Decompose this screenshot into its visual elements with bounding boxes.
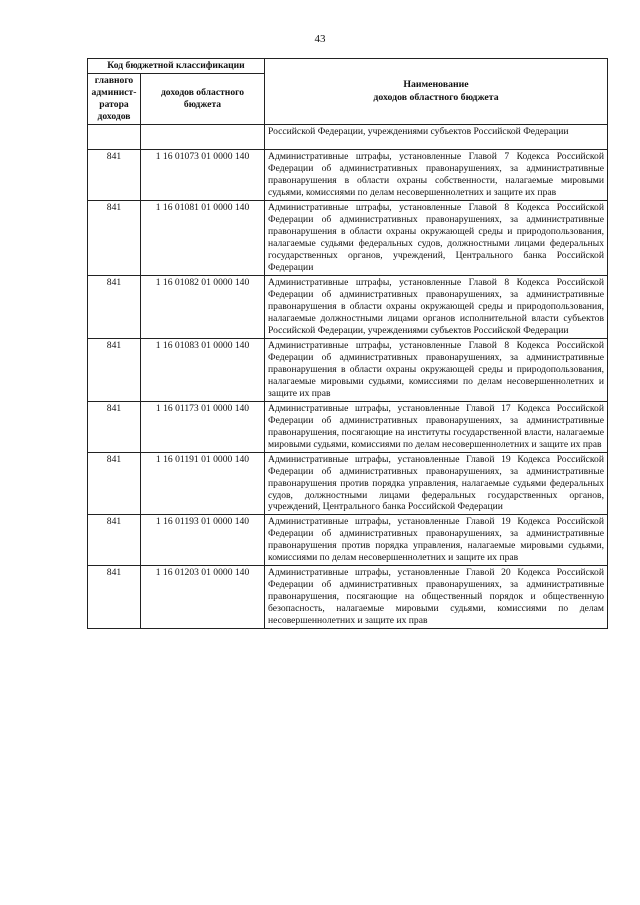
header-main-administrator xyxy=(88,73,141,124)
revenue-name-cell: Административные штрафы, установленные Главой 19 Кодекса Российской Федерации об административных правонарушениях, за административные правонарушения против порядка управления, налагаемые мировыми судьями, комиссиями по делам несовершеннолетних и защите их прав xyxy=(265,515,608,566)
admin-code-cell: 841 xyxy=(88,452,141,515)
table-row xyxy=(88,515,608,566)
header-revenue-name-line-2: доходов областного бюджета xyxy=(373,92,499,104)
table-row xyxy=(88,338,608,401)
header-revenue-name xyxy=(265,59,608,125)
table-row-continuation xyxy=(88,124,608,149)
revenue-code-cell: 1 16 01203 01 0000 140 xyxy=(141,566,265,629)
table-row xyxy=(88,200,608,275)
revenue-name-cell: Административные штрафы, установленные Главой 17 Кодекса Российской Федерации об административных правонарушениях, за административные правонарушения, посягающие на институты государственной власти, налагаемые мировыми судьями, комиссиями по делам несовершеннолетних и защите их прав xyxy=(265,401,608,452)
header-admin-line-2: админист- xyxy=(91,86,137,98)
revenue-code-cell: 1 16 01073 01 0000 140 xyxy=(141,149,265,200)
budget-classification-table xyxy=(87,58,608,629)
table-row xyxy=(88,566,608,629)
admin-code-cell: 841 xyxy=(88,338,141,401)
revenue-code-cell: 1 16 01191 01 0000 140 xyxy=(141,452,265,515)
admin-code-cell: 841 xyxy=(88,149,141,200)
revenue-code-cell: 1 16 01193 01 0000 140 xyxy=(141,515,265,566)
header-regional-budget-revenue: доходов областного бюджета xyxy=(141,73,265,124)
admin-code-cell: 841 xyxy=(88,275,141,338)
revenue-name-cell: Административные штрафы, установленные Главой 19 Кодекса Российской Федерации об административных правонарушениях, за административные правонарушения против порядка управления, налагаемые судьями федеральных судов, должностными лицами федеральных государственных органов, учреждений, Центрального банка Российской Федерации xyxy=(265,452,608,515)
revenue-name-cell: Административные штрафы, установленные Главой 8 Кодекса Российской Федерации об административных правонарушениях, за административные правонарушения в области охраны окружающей среды и природопользования, налагаемые должностными лицами органов исполнительной власти субъектов Российской Федерации, учреждениями субъектов Российской Федерации xyxy=(265,275,608,338)
table-row xyxy=(88,149,608,200)
revenue-code-cell: 1 16 01082 01 0000 140 xyxy=(141,275,265,338)
revenue-name-cell: Административные штрафы, установленные Главой 7 Кодекса Российской Федерации об административных правонарушениях, за административные правонарушения в области охраны собственности, налагаемые мировыми судьями, комиссиями по делам несовершеннолетних и защите их прав xyxy=(265,149,608,200)
revenue-code-cell: 1 16 01081 01 0000 140 xyxy=(141,200,265,275)
admin-code-cell: 841 xyxy=(88,515,141,566)
admin-code-cell: 841 xyxy=(88,200,141,275)
revenue-name-cell: Административные штрафы, установленные Главой 8 Кодекса Российской Федерации об административных правонарушениях, за административные правонарушения в области охраны окружающей среды и природопользования, налагаемые судьями федеральных судов, должностными лицами федеральных государственных органов, учреждений, Центрального банка Российской Федерации xyxy=(265,200,608,275)
header-admin-line-1: главного xyxy=(94,74,134,86)
header-admin-line-4: доходов xyxy=(97,110,131,122)
header-revenue-name-line-1: Наименование xyxy=(403,79,469,91)
header-budget-classification-code: Код бюджетной классификации xyxy=(88,59,265,74)
continuation-name-cell: Российской Федерации, учреждениями субъектов Российской Федерации xyxy=(265,124,608,149)
revenue-code-cell: 1 16 01083 01 0000 140 xyxy=(141,338,265,401)
revenue-code-cell: 1 16 01173 01 0000 140 xyxy=(141,401,265,452)
table-row xyxy=(88,401,608,452)
revenue-name-cell: Административные штрафы, установленные Главой 20 Кодекса Российской Федерации об административных правонарушениях, за административные правонарушения, посягающие на общественный порядок и общественную безопасность, налагаемые мировыми судьями, комиссиями по делам несовершеннолетних и защите их прав xyxy=(265,566,608,629)
table-row xyxy=(88,275,608,338)
revenue-name-cell: Административные штрафы, установленные Главой 8 Кодекса Российской Федерации об административных правонарушениях, за административные правонарушения в области охраны окружающей среды и природопользования, налагаемые мировыми судьями, комиссиями по делам несовершеннолетних и защите их прав xyxy=(265,338,608,401)
admin-code-cell: 841 xyxy=(88,401,141,452)
continuation-admin-cell xyxy=(88,124,141,149)
header-admin-line-3: ратора xyxy=(99,98,129,110)
admin-code-cell: 841 xyxy=(88,566,141,629)
page-number: 43 xyxy=(314,33,326,45)
table-row xyxy=(88,452,608,515)
continuation-code-cell xyxy=(141,124,265,149)
